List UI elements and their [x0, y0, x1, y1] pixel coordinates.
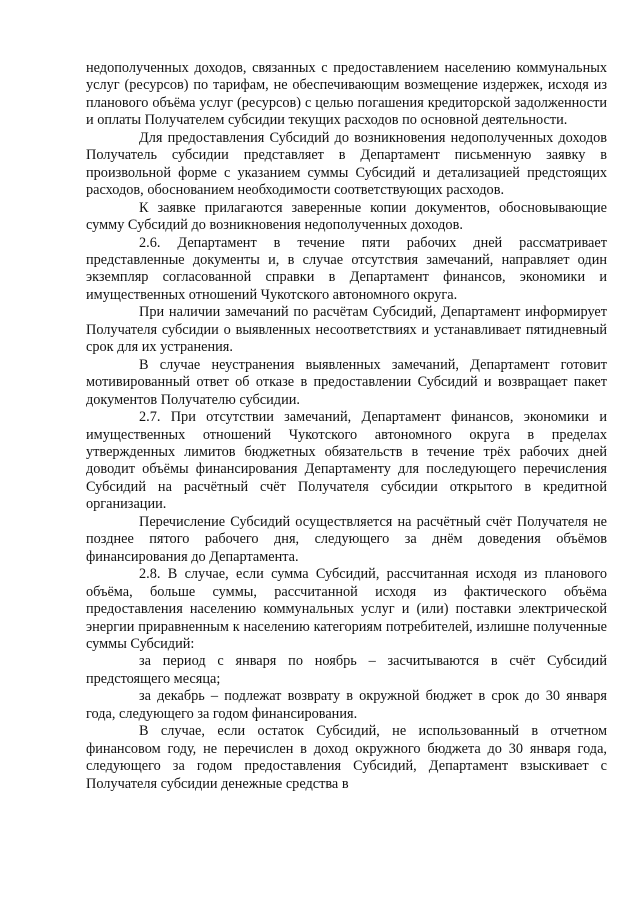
paragraph: Для предоставления Субсидий до возникновения недополученных доходов Получатель субсидии представляет в Департамент письменную заявку в произвольной форме с указанием суммы Субсидий и детализацией предстоящих расходов, обоснованием необходимости соответствующих расходов.: [86, 129, 607, 199]
paragraph: При наличии замечаний по расчётам Субсидий, Департамент информирует Получателя субсидии о выявленных несоответствиях и устанавливает пятидневный срок для их устранения.: [86, 304, 607, 356]
paragraph: В случае неустранения выявленных замечаний, Департамент готовит мотивированный ответ об отказе в предоставлении Субсидий и возвращает пакет документов Получателю субсидии.: [86, 356, 607, 408]
paragraph: за декабрь – подлежат возврату в окружной бюджет в срок до 30 января года, следующего за годом финансирования.: [86, 688, 607, 722]
paragraph: К заявке прилагаются заверенные копии документов, обосновывающие сумму Субсидий до возникновения недополученных доходов.: [86, 199, 607, 234]
paragraph: недополученных доходов, связанных с предоставлением населению коммунальных услуг (ресурсов) по тарифам, не обеспечивающим возмещение издержек, исходя из планового объёма услуг (ресурсов) с целью погашения кредиторской задолженности и оплаты Получателем субсидии текущих расходов по основной деятельности.: [86, 60, 607, 129]
paragraph: В случае, если остаток Субсидий, не использованный в отчетном финансовом году, не перечислен в доход окружного бюджета до 30 января года, следующего за годом предоставления Субсидий, Департамент взыскивает с Получателя субсидии денежные средства в: [86, 723, 607, 792]
paragraph: 2.8. В случае, если сумма Субсидий, рассчитанная исходя из планового объёма, больше суммы, рассчитанной исходя из фактического объёма предоставления населению коммунальных услуг и (или) поставки электрической энергии приравненным к населению категориям потребителей, излишне полученные суммы Субсидий:: [86, 566, 607, 652]
paragraph: Перечисление Субсидий осуществляется на расчётный счёт Получателя не позднее пятого рабочего дня, следующего за днём доведения объёмов финансирования до Департамента.: [86, 513, 607, 565]
document-body: [86, 60, 607, 793]
paragraph: 2.6. Департамент в течение пяти рабочих дней рассматривает представленные документы и, в случае отсутствия замечаний, направляет один экземпляр согласованной справки в Департамент финансов, экономики и имущественных отношений Чукотского автономного округа.: [86, 234, 607, 303]
paragraph: за период с января по ноябрь – засчитываются в счёт Субсидий предстоящего месяца;: [86, 653, 607, 687]
paragraph: 2.7. При отсутствии замечаний, Департамент финансов, экономики и имущественных отношений Чукотского автономного округа в пределах утвержденных лимитов бюджетных обязательств в течение трёх рабочих дней доводит объёмы финансирования Департаменту для последующего перечисления Субсидий на расчётный счёт Получателя субсидии открытого в кредитной организации.: [86, 409, 607, 513]
